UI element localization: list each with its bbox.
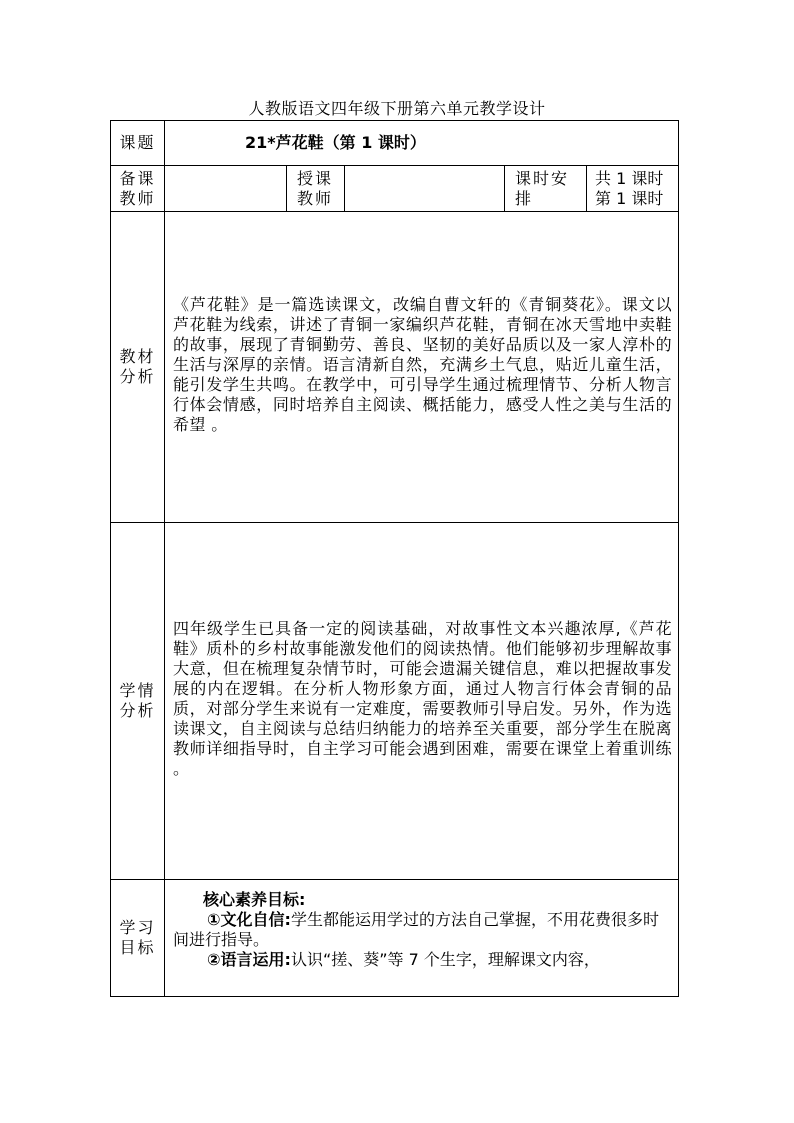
material-analysis-row — [111, 212, 679, 523]
student-analysis-text: 四年级学生已具备一定的阅读基础，对故事性文本兴趣浓厚,《芦花鞋》质朴的乡村故事能激发他们的阅读热情。他们能够初步理解故事大意，但在梳理复杂情节时，可能会遗漏关键信息，难以把握故事发展的内在逻辑。在分析人物形象方面，通过人物言行体会青铜的品质，对部分学生来说有一定难度，需要教师引导启发。另外，作为选读课文，自主阅读与总结归纳能力的培养至关重要，部分学生在脱离教师详细指导时，自主学习可能会遇到困难，需要在课堂上着重训练 。 — [165, 523, 679, 880]
schedule-line-total: 共 1 课时 — [595, 168, 664, 188]
schedule-value — [587, 166, 679, 212]
goal-key: ②语言运用: — [207, 950, 291, 969]
learning-goals-row — [111, 880, 679, 997]
lesson-plan-table — [110, 120, 679, 997]
student-analysis-row — [111, 523, 679, 880]
student-analysis-label: 学情分析 — [111, 523, 165, 880]
goal-key: ①文化自信: — [207, 910, 291, 929]
learning-goals-label: 学习目标 — [111, 880, 165, 997]
goal-item-culture — [173, 910, 672, 950]
schedule-label: 课时安排 — [505, 166, 587, 212]
schedule-line-current: 第 1 课时 — [595, 188, 664, 208]
document-title: 人教版语文四年级下册第六单元教学设计 — [248, 99, 546, 118]
topic-label: 课题 — [111, 121, 165, 166]
teaching-teacher-value — [345, 166, 505, 212]
learning-goals-cell — [165, 880, 679, 997]
topic-cell — [165, 121, 679, 166]
goal-text: 认识“搓、葵”等 7 个生字，理解课文内容， — [290, 950, 600, 969]
goal-text: 学生都能运用学过的方法自己掌握，不用花费很多时间进行指导。 — [173, 910, 659, 949]
meta-row — [111, 166, 679, 212]
prep-teacher-value — [165, 166, 287, 212]
topic-row — [111, 121, 679, 166]
goal-item-language — [173, 950, 672, 970]
teaching-teacher-label: 授课教师 — [287, 166, 345, 212]
learning-goals-heading: 核心素养目标: — [203, 890, 306, 909]
material-analysis-label: 教材分析 — [111, 212, 165, 523]
material-analysis-text: 《芦花鞋》是一篇选读课文，改编自曹文轩的《青铜葵花》。课文以芦花鞋为线索，讲述了青铜一家编织芦花鞋，青铜在冰天雪地中卖鞋的故事，展现了青铜勤劳、善良、坚韧的美好品质以及一家人淳朴的生活与深厚的亲情。语言清新自然，充满乡土气息，贴近儿童生活，能引发学生共鸣。在教学中，可引导学生通过梳理情节、分析人物言行体会情感，同时培养自主阅读、概括能力，感受人性之美与生活的希望 。 — [165, 212, 679, 523]
topic-value: 21*芦花鞋（第 1 课时） — [245, 133, 426, 152]
prep-teacher-label: 备课教师 — [111, 166, 165, 212]
